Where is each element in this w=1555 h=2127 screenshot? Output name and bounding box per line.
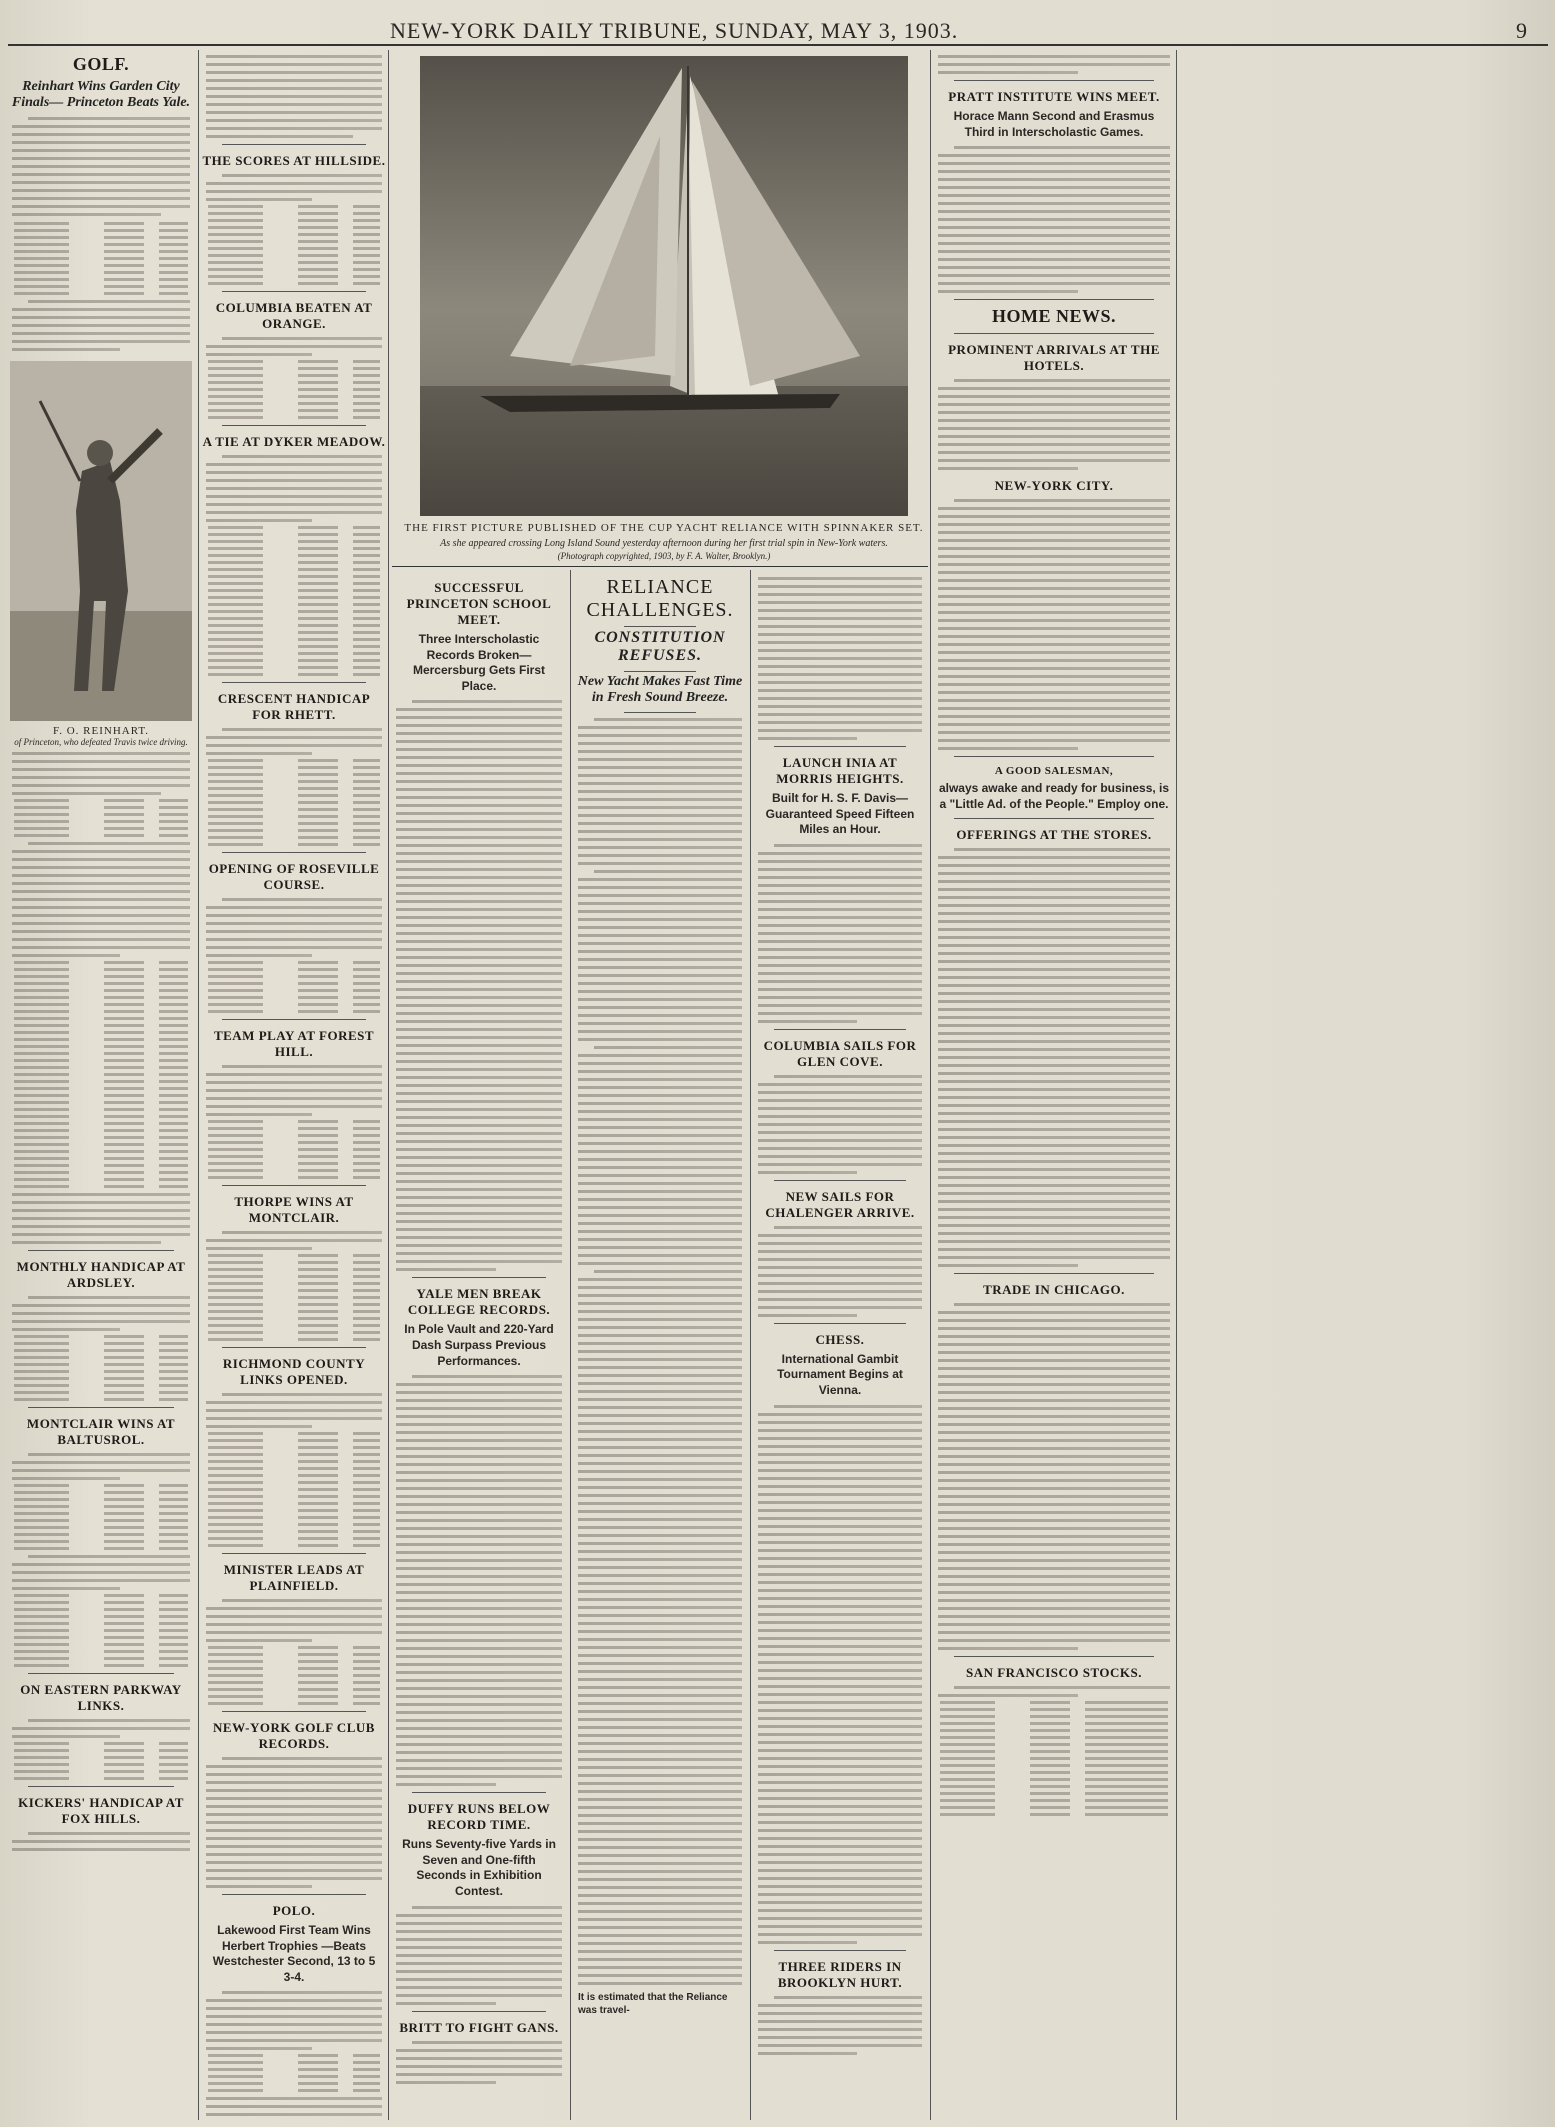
- pratt-heading: PRATT INSTITUTE WINS MEET.: [948, 89, 1160, 104]
- forest-hill-heading: TEAM PLAY AT FOREST HILL.: [213, 1028, 375, 1059]
- reliance-yacht-illustration: [420, 56, 908, 516]
- duffy-body: [392, 1906, 566, 2005]
- orange-table: [202, 360, 386, 419]
- richmond-body: [202, 1393, 386, 1428]
- brooklyn-heading: THREE RIDERS IN BROOKLYN HURT.: [777, 1958, 903, 1990]
- reinhart-photo: [10, 361, 192, 721]
- britt-heading: BRITT TO FIGHT GANS.: [399, 2019, 559, 2035]
- reliance-deck: New Yacht Makes Fast Time in Fresh Sound Breeze.: [577, 674, 743, 705]
- masthead-title: NEW-YORK DAILY TRIBUNE, SUNDAY, MAY 3, 1903.: [390, 18, 959, 43]
- inia-heading: LAUNCH INIA AT MORRIS HEIGHTS.: [776, 755, 904, 786]
- minister-body: [202, 1599, 386, 1642]
- pratt-body: [934, 146, 1174, 293]
- polo-body: [202, 1991, 386, 2050]
- polo-table: [202, 2054, 386, 2092]
- golf-heading: GOLF.: [72, 54, 130, 74]
- reliance-heading: RELIANCE CHALLENGES.: [586, 576, 734, 621]
- page-number: 9: [1516, 18, 1527, 43]
- column-news-margin: [1180, 50, 1546, 2120]
- roseville-body: [202, 898, 386, 957]
- golf-article-body: [8, 842, 194, 957]
- column-rule: [570, 570, 571, 2120]
- polo-heading: POLO.: [272, 1903, 316, 1918]
- dyker-table: [202, 526, 386, 676]
- carried-article-body: [934, 55, 1174, 74]
- princeton-heading: SUCCESSFUL PRINCETON SCHOOL MEET.: [406, 580, 552, 627]
- polo-body: [202, 2097, 386, 2120]
- column-athletics: [392, 572, 566, 2122]
- chess-body: [754, 1405, 926, 1944]
- sf-stocks-table: [934, 1701, 1174, 1816]
- sf-stocks-heading: SAN FRANCISCO STOCKS.: [965, 1665, 1143, 1681]
- trade-body: [934, 1303, 1174, 1650]
- baltusrol-table: [8, 1484, 194, 1550]
- baltusrol-body: [8, 1555, 194, 1590]
- brooklyn-body: [754, 1996, 926, 2055]
- baltusrol-body: [8, 1453, 194, 1480]
- ny-golf-heading: NEW-YORK GOLF CLUB RECORDS.: [213, 1720, 375, 1751]
- arrivals-heading: PROMINENT ARRIVALS AT THE HOTELS.: [948, 342, 1160, 374]
- golf-article-body: [8, 300, 194, 351]
- stores-body: [934, 848, 1174, 1267]
- golf-article-body: [8, 1193, 194, 1244]
- cup-article-body: [202, 55, 386, 138]
- golf-score-table: [8, 222, 194, 295]
- golf-score-table: [8, 799, 194, 837]
- hillside-body: [202, 174, 386, 201]
- britt-body: [392, 2041, 566, 2084]
- richmond-table: [202, 1432, 386, 1547]
- reliance-body-cont: [754, 577, 926, 740]
- fox-hills-heading: KICKERS' HANDICAP AT FOX HILLS.: [18, 1795, 184, 1826]
- yacht-photo-credit: (Photograph copyrighted, 1903, by F. A. Walter, Brooklyn.): [557, 551, 771, 561]
- inia-subheading: Built for H. S. F. Davis—Guaranteed Speed Fifteen Miles an Hour.: [765, 791, 915, 837]
- shamrock-body: [754, 1226, 926, 1317]
- column-rule: [930, 50, 931, 2120]
- photo-caption: F. O. REINHART.: [52, 725, 150, 737]
- sf-stocks-intro: [934, 1686, 1174, 1697]
- reliance-body: [574, 718, 746, 1985]
- column-rule: [198, 50, 199, 2120]
- nyc-body: [934, 499, 1174, 750]
- roseville-heading: OPENING OF ROSEVILLE COURSE.: [208, 861, 380, 892]
- pratt-subheading: Horace Mann Second and Erasmus Third in Interscholastic Games.: [953, 109, 1155, 139]
- columbia-body: [754, 1075, 926, 1174]
- duffy-heading: DUFFY RUNS BELOW RECORD TIME.: [407, 1801, 551, 1833]
- columbia-heading: COLUMBIA SAILS FOR GLEN COVE.: [763, 1037, 917, 1069]
- column-golf-results: [202, 50, 386, 2120]
- golf-subheading: Reinhart Wins Garden City Finals— Princeton Beats Yale.: [11, 79, 191, 110]
- chess-subheading: International Gambit Tournament Begins at Vienna.: [777, 1351, 903, 1397]
- arrivals-body: [934, 379, 1174, 470]
- baltusrol-table: [8, 1594, 194, 1667]
- column-news: [934, 50, 1174, 2120]
- minister-table: [202, 1646, 386, 1705]
- photo-rule: [392, 566, 928, 567]
- crescent-heading: CRESCENT HANDICAP FOR RHETT.: [217, 691, 371, 722]
- roseville-table: [202, 961, 386, 1013]
- thorpe-heading: THORPE WINS AT MONTCLAIR.: [234, 1194, 354, 1225]
- golf-article-body: [8, 752, 194, 795]
- thorpe-body: [202, 1231, 386, 1250]
- stores-heading: OFFERINGS AT THE STORES.: [956, 827, 1152, 843]
- orange-body: [202, 337, 386, 356]
- masthead-rule: [8, 44, 1548, 46]
- column-golf: [8, 50, 194, 2120]
- trade-heading: TRADE IN CHICAGO.: [983, 1282, 1125, 1298]
- golf-score-table: [8, 961, 194, 1188]
- hillside-heading: THE SCORES AT HILLSIDE.: [202, 153, 386, 168]
- photo-subcaption: of Princeton, who defeated Travis twice driving.: [14, 737, 188, 747]
- home-news-heading: HOME NEWS.: [991, 306, 1116, 327]
- dyker-heading: A TIE AT DYKER MEADOW.: [202, 434, 386, 449]
- duffy-subheading: Runs Seventy-five Yards in Seven and One-fifth Seconds in Exhibition Contest.: [402, 1837, 556, 1898]
- salesman-subheading: always awake and ready for business, is a "Little Ad. of the People." Employ one.: [938, 781, 1170, 811]
- ardsley-table: [8, 1335, 194, 1401]
- yacht-photo-subcaption: As she appeared crossing Long Island Sound yesterday afternoon during her first trial spin in New-York waters.: [440, 538, 888, 549]
- eastern-parkway-body: [8, 1719, 194, 1738]
- crescent-table: [202, 759, 386, 846]
- chess-heading: CHESS.: [815, 1331, 865, 1347]
- shamrock-heading: NEW SAILS FOR CHALENGER ARRIVE.: [765, 1188, 915, 1220]
- princeton-body: [392, 700, 566, 1271]
- richmond-heading: RICHMOND COUNTY LINKS OPENED.: [222, 1356, 366, 1387]
- eastern-parkway-heading: ON EASTERN PARKWAY LINKS.: [20, 1682, 182, 1713]
- yacht-photo: [420, 56, 908, 516]
- reliance-last-line: It is estimated that the Reliance was travel-: [578, 1992, 728, 2016]
- orange-heading: COLUMBIA BEATEN AT ORANGE.: [215, 300, 373, 331]
- minister-heading: MINISTER LEADS AT PLAINFIELD.: [223, 1562, 365, 1593]
- reliance-subheading: CONSTITUTION REFUSES.: [594, 629, 726, 664]
- salesman-heading: A GOOD SALESMAN,: [994, 765, 1114, 778]
- inia-body: [754, 844, 926, 1023]
- nyc-heading: NEW-YORK CITY.: [994, 478, 1114, 494]
- column-yachting: [574, 572, 746, 2122]
- hillside-table: [202, 205, 386, 285]
- forest-hill-table: [202, 1120, 386, 1179]
- fox-hills-body: [8, 1832, 194, 1851]
- golf-article-body: [8, 117, 194, 216]
- ardsley-heading: MONTHLY HANDICAP AT ARDSLEY.: [16, 1259, 186, 1290]
- column-yachting-cont: [754, 572, 926, 2122]
- ardsley-body: [8, 1296, 194, 1331]
- princeton-subheading: Three Interscholastic Records Broken—Mercersburg Gets First Place.: [412, 632, 546, 693]
- golfer-illustration: [10, 361, 192, 721]
- column-rule: [1176, 50, 1177, 2120]
- ny-golf-body: [202, 1757, 386, 1888]
- column-rule: [388, 50, 389, 2120]
- dyker-body: [202, 455, 386, 522]
- yale-body: [392, 1375, 566, 1786]
- yale-subheading: In Pole Vault and 220-Yard Dash Surpass Previous Performances.: [404, 1322, 554, 1368]
- thorpe-table: [202, 1254, 386, 1341]
- column-rule: [750, 570, 751, 2120]
- eastern-parkway-table: [8, 1742, 194, 1780]
- baltusrol-heading: MONTCLAIR WINS AT BALTUSROL.: [26, 1416, 176, 1447]
- yale-heading: YALE MEN BREAK COLLEGE RECORDS.: [407, 1286, 551, 1318]
- forest-hill-body: [202, 1065, 386, 1116]
- crescent-body: [202, 728, 386, 755]
- polo-subheading: Lakewood First Team Wins Herbert Trophies —Beats Westchester Second, 13 to 5 3-4.: [212, 1923, 376, 1984]
- yacht-photo-caption: THE FIRST PICTURE PUBLISHED OF THE CUP YACHT RELIANCE WITH SPINNAKER SET.: [404, 522, 924, 534]
